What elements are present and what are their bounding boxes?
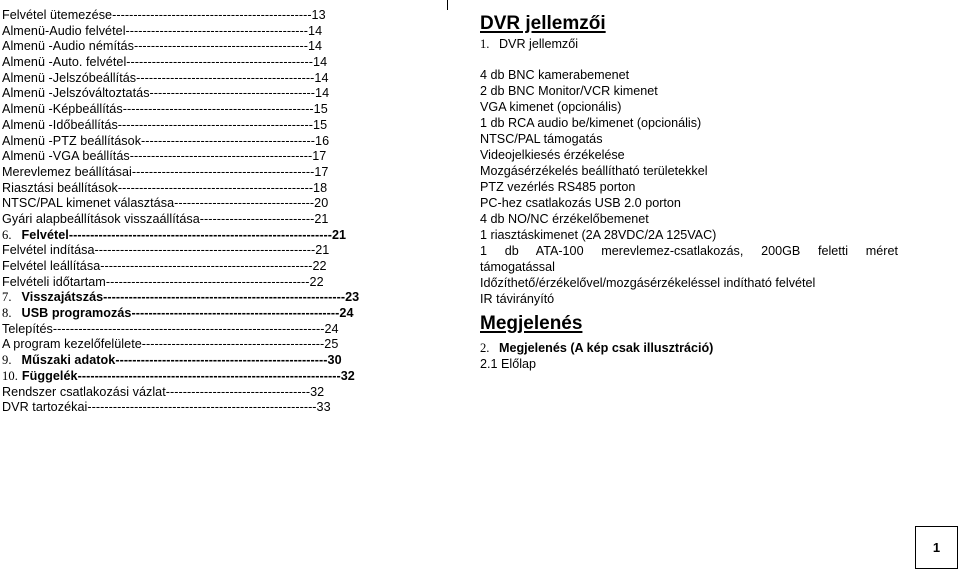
toc-entry xyxy=(2,212,402,228)
toc-entry-text: Felvétel ütemezése-----------------------------------------------13 xyxy=(2,8,326,22)
feature-item: Időzíthető/érzékelővel/mozgásérzékeléssel indítható felvétel xyxy=(480,276,816,290)
toc-entry-text: Almenü -Jelszóváltoztatás---------------------------------------14 xyxy=(2,86,330,101)
feature-item: PTZ vezérlés RS485 porton xyxy=(480,180,636,194)
toc-entry-text: Felvétel leállítása--------------------------------------------------22 xyxy=(2,259,327,273)
toc-entry xyxy=(2,181,402,197)
toc-entry-text: Műszaki adatok--------------------------------------------------30 xyxy=(21,353,342,368)
toc-entry xyxy=(2,275,402,291)
toc-entry xyxy=(2,353,402,369)
toc-entry-number: 6. xyxy=(2,227,12,242)
feature-item: NTSC/PAL támogatás xyxy=(480,132,603,146)
feature-item: 1 riasztáskimenet (2A 28VDC/2A 125VAC) xyxy=(480,228,717,242)
toc-entry xyxy=(2,134,402,150)
feature-item: támogatással xyxy=(480,260,555,274)
feature-item: VGA kimenet (opcionális) xyxy=(480,100,622,114)
feature-item: 1 db RCA audio be/kimenet (opcionális) xyxy=(480,116,702,130)
toc-entry-text: Függelék--------------------------------------------------------------32 xyxy=(21,368,355,383)
feature-item: 4 db NO/NC érzékelőbemenet xyxy=(480,212,649,226)
section-title-appearance: Megjelenés xyxy=(480,313,583,334)
table-of-contents xyxy=(2,8,402,416)
subsection-number: 2. xyxy=(480,341,490,355)
toc-entry xyxy=(2,369,402,385)
toc-entry-text: Almenü -Auto. felvétel--------------------------------------------14 xyxy=(2,55,328,70)
toc-entry-text: Almenü-Audio felvétel-------------------------------------------14 xyxy=(2,23,323,38)
toc-entry-text: Visszajátszás---------------------------------------------------------23 xyxy=(21,290,360,305)
toc-entry xyxy=(2,118,402,134)
feature-item: IR távirányító xyxy=(480,292,555,306)
toc-entry-text: USB programozás-------------------------------------------------24 xyxy=(21,306,354,321)
toc-entry-text: Riasztási beállítások----------------------------------------------18 xyxy=(2,180,328,195)
toc-entry-text: Telepítés----------------------------------------------------------------24 xyxy=(2,321,339,336)
toc-entry-text: DVR tartozékai------------------------------------------------------33 xyxy=(2,400,331,415)
toc-entry-text: Merevlemez beállításai-------------------------------------------17 xyxy=(2,164,329,179)
feature-item: PC-hez csatlakozás USB 2.0 porton xyxy=(480,196,681,210)
toc-entry-text: Almenü -PTZ beállítások-----------------------------------------16 xyxy=(2,133,330,148)
feature-item: Mozgásérzékelés beállítható területekkel xyxy=(480,164,708,178)
feature-list xyxy=(480,67,898,307)
toc-entry-number: 10. xyxy=(2,368,18,383)
toc-entry xyxy=(2,337,402,353)
right-column xyxy=(480,9,898,372)
toc-entry xyxy=(2,290,402,306)
toc-entry xyxy=(2,8,402,24)
feature-item: 4 db BNC kamerabemenet xyxy=(480,68,630,82)
toc-entry xyxy=(2,55,402,71)
toc-entry-number: 8. xyxy=(2,306,12,321)
toc-entry-text: NTSC/PAL kimenet választása---------------------------------20 xyxy=(2,196,329,211)
subsection-text: Megjelenés (A kép csak illusztráció) xyxy=(498,341,714,355)
toc-entry xyxy=(2,306,402,322)
toc-entry-text: Almenü -VGA beállítás-------------------------------------------17 xyxy=(2,149,327,164)
toc-entry xyxy=(2,196,402,212)
toc-entry xyxy=(2,39,402,55)
feature-item: 1 db ATA-100 merevlemez-csatlakozás, 200GB feletti méret xyxy=(480,244,898,258)
subsection-number: 1. xyxy=(480,37,490,51)
toc-entry xyxy=(2,322,402,338)
toc-entry xyxy=(2,400,402,416)
toc-entry-number: 7. xyxy=(2,290,12,305)
toc-entry-text: Gyári alapbeállítások visszaállítása---------------------------21 xyxy=(2,211,329,226)
toc-entry xyxy=(2,71,402,87)
toc-entry xyxy=(2,149,402,165)
toc-entry xyxy=(2,385,402,401)
toc-entry xyxy=(2,24,402,40)
toc-entry-text: Felvételi időtartam------------------------------------------------22 xyxy=(2,274,324,289)
toc-entry-text: Almenü -Időbeállítás----------------------------------------------15 xyxy=(2,117,328,132)
toc-entry xyxy=(2,102,402,118)
column-divider-mark xyxy=(447,0,448,10)
toc-entry xyxy=(2,259,402,275)
toc-entry xyxy=(2,86,402,102)
page-number: 1 xyxy=(915,526,958,569)
toc-entry xyxy=(2,165,402,181)
toc-entry-text: Felvétel indítása----------------------------------------------------21 xyxy=(2,243,330,258)
section-title-dvr-features: DVR jellemzői xyxy=(480,13,606,34)
toc-entry-text: Almenü -Audio némítás-----------------------------------------14 xyxy=(2,39,323,54)
toc-entry xyxy=(2,243,402,259)
subsection-title-dvr-features xyxy=(480,36,898,52)
subsection-front-panel: 2.1 Előlap xyxy=(480,357,537,371)
subsection-title-appearance xyxy=(480,340,898,356)
feature-item: Videojelkiesés érzékelése xyxy=(480,148,625,162)
toc-entry-text: Rendszer csatlakozási vázlat----------------------------------32 xyxy=(2,384,325,399)
toc-entry-text: Felvétel--------------------------------------------------------------21 xyxy=(21,227,347,242)
feature-item: 2 db BNC Monitor/VCR kimenet xyxy=(480,84,658,98)
toc-entry-number: 9. xyxy=(2,353,12,368)
toc-entry-text: Almenü -Képbeállítás---------------------------------------------15 xyxy=(2,102,328,117)
toc-entry xyxy=(2,228,402,244)
toc-entry-text: Almenü -Jelszóbeállítás------------------------------------------14 xyxy=(2,70,329,85)
subsection-text: DVR jellemzői xyxy=(498,37,579,51)
toc-entry-text: A program kezelőfelülete-------------------------------------------25 xyxy=(2,337,339,352)
